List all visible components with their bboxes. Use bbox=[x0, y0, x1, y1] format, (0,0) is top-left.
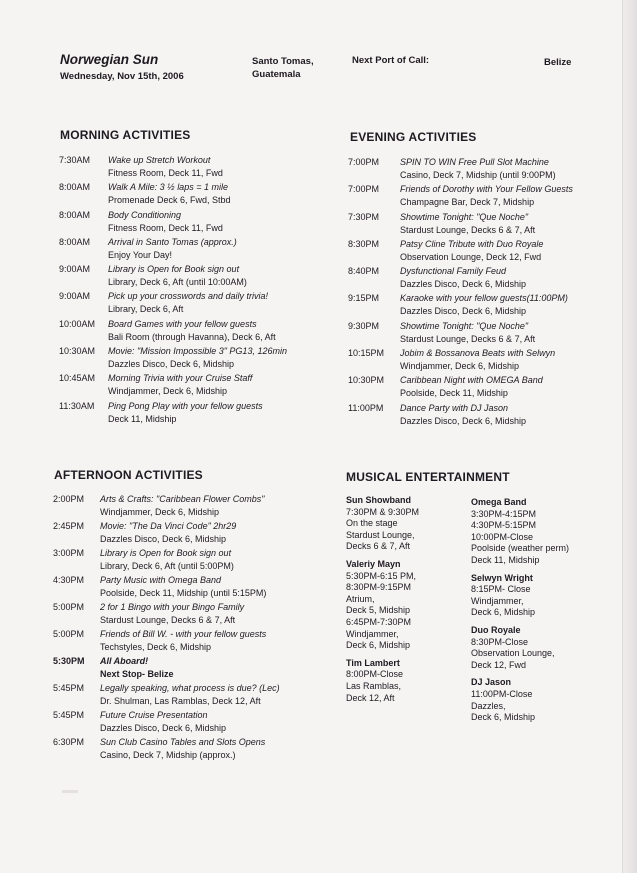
band-detail: Deck 11, Midship bbox=[471, 554, 540, 565]
band-name: Duo Royale bbox=[471, 624, 521, 635]
list-item bbox=[53, 710, 343, 737]
music-heading: MUSICAL ENTERTAINMENT bbox=[346, 470, 510, 484]
port-line-1: Santo Tomas, bbox=[252, 56, 314, 67]
activity-location: Dazzles Disco, Deck 6, Midship bbox=[108, 359, 235, 370]
activity-time: 5:00PM bbox=[53, 602, 85, 612]
afternoon-heading: AFTERNOON ACTIVITIES bbox=[54, 468, 203, 482]
list-item bbox=[53, 494, 343, 521]
list-item bbox=[59, 155, 349, 182]
activity-title: Sun Club Casino Tables and Slots Opens bbox=[100, 737, 266, 747]
activity-location: Observation Lounge, Deck 12, Fwd bbox=[400, 251, 542, 262]
band-detail: 11:00PM-Close bbox=[471, 688, 533, 699]
list-item bbox=[59, 264, 349, 291]
band-detail: Dazzles, bbox=[471, 700, 506, 711]
list-item bbox=[59, 291, 349, 318]
band-detail: 8:30PM-9:15PM bbox=[346, 582, 412, 593]
activity-time: 5:30PM bbox=[53, 656, 85, 666]
list-item bbox=[348, 184, 618, 211]
afternoon-list bbox=[53, 494, 343, 764]
list-item bbox=[348, 212, 618, 239]
band-detail: 10:00PM-Close bbox=[471, 531, 534, 542]
morning-heading: MORNING ACTIVITIES bbox=[60, 128, 191, 142]
band-detail: 8:15PM- Close bbox=[471, 584, 531, 595]
activity-time: 10:00AM bbox=[59, 318, 96, 329]
activity-location: Dr. Shulman, Las Ramblas, Deck 12, Aft bbox=[100, 696, 261, 706]
activity-title: Library is Open for Book sign out bbox=[100, 548, 232, 558]
activity-time: 10:45AM bbox=[59, 373, 96, 384]
band-name: Valeriy Mayn bbox=[346, 558, 401, 569]
band-detail: Atrium, bbox=[346, 593, 375, 604]
band-name: Tim Lambert bbox=[346, 657, 400, 668]
activity-location: Enjoy Your Day! bbox=[108, 249, 173, 260]
activity-title: Ping Pong Play with your fellow guests bbox=[108, 400, 263, 411]
band-selwyn-wright bbox=[471, 573, 569, 619]
activity-time: 2:45PM bbox=[53, 521, 85, 531]
activity-location: Library, Deck 6, Aft (until 10:00AM) bbox=[108, 277, 247, 288]
activity-location: Fitness Room, Deck 11, Fwd bbox=[108, 222, 223, 233]
list-item bbox=[348, 321, 618, 348]
list-item bbox=[53, 548, 343, 575]
band-dj-jason bbox=[471, 677, 569, 723]
activity-time: 3:00PM bbox=[53, 548, 85, 558]
activity-location: Bali Room (through Havanna), Deck 6, Aft bbox=[108, 331, 276, 342]
activity-title: SPIN TO WIN Free Pull Slot Machine bbox=[400, 157, 549, 167]
activity-time: 8:00AM bbox=[59, 182, 91, 193]
band-detail: 5:30PM-6:15 PM, bbox=[346, 570, 417, 581]
activity-location: Deck 11, Midship bbox=[108, 413, 177, 424]
band-detail: On the stage bbox=[346, 518, 398, 529]
morning-list bbox=[59, 155, 349, 428]
music-column-left bbox=[346, 495, 419, 710]
list-item bbox=[348, 375, 618, 402]
band-valeriy-mayn bbox=[346, 559, 419, 652]
activity-title: Friends of Bill W. - with your fellow guests bbox=[100, 629, 267, 639]
activity-time: 8:00AM bbox=[59, 236, 91, 247]
activity-title: Pick up your crosswords and daily trivia! bbox=[108, 291, 269, 302]
activity-time: 8:00AM bbox=[59, 209, 91, 220]
list-item bbox=[59, 319, 349, 346]
band-detail: Deck 6, Midship bbox=[346, 640, 411, 651]
activity-location: Windjammer, Deck 6, Midship bbox=[100, 507, 220, 517]
activity-title: Walk A Mile: 3 ½ laps = 1 mile bbox=[108, 182, 228, 193]
list-item bbox=[348, 266, 618, 293]
activity-title: Party Music with Omega Band bbox=[100, 575, 222, 585]
activity-location: Library, Deck 6, Aft bbox=[108, 304, 184, 315]
activity-location: Poolside, Deck 11, Midship bbox=[400, 388, 508, 399]
list-item bbox=[59, 182, 349, 209]
activity-time: 10:30PM bbox=[348, 375, 385, 386]
next-port-label: Next Port of Call: bbox=[352, 55, 430, 66]
activity-time: 8:30PM bbox=[348, 238, 380, 249]
activity-location: Stardust Lounge, Decks 6 & 7, Aft bbox=[100, 615, 236, 625]
activity-time: 5:45PM bbox=[53, 710, 85, 720]
activity-time: 2:00PM bbox=[53, 494, 85, 504]
activity-location: Fitness Room, Deck 11, Fwd bbox=[108, 168, 223, 178]
activity-location: Dazzles Disco, Deck 6, Midship bbox=[400, 279, 527, 290]
evening-heading: EVENING ACTIVITIES bbox=[350, 130, 477, 144]
activity-location: Windjammer, Deck 6, Midship bbox=[400, 361, 520, 372]
band-detail: 7:30PM & 9:30PM bbox=[346, 506, 420, 517]
band-detail: Windjammer, bbox=[346, 628, 399, 639]
activity-time: 9:00AM bbox=[59, 291, 91, 302]
activity-time: 9:00AM bbox=[59, 264, 91, 275]
activity-location: Casino, Deck 7, Midship (until 9:00PM) bbox=[400, 170, 556, 180]
activity-title: 2 for 1 Bingo with your Bingo Family bbox=[100, 602, 245, 612]
ship-name: Norwegian Sun bbox=[60, 52, 159, 67]
paper-smudge bbox=[62, 790, 78, 793]
activity-title: Movie: "Mission Impossible 3" PG13, 126min bbox=[108, 346, 287, 357]
band-omega-band bbox=[471, 497, 569, 567]
activity-title: Friends of Dorothy with Your Fellow Guests bbox=[400, 184, 573, 195]
music-column-right bbox=[471, 497, 569, 730]
activity-time: 5:45PM bbox=[53, 683, 85, 693]
page-edge bbox=[622, 0, 637, 873]
activity-time: 6:30PM bbox=[53, 737, 85, 747]
list-item bbox=[53, 683, 343, 710]
list-item bbox=[348, 239, 618, 266]
band-name: Selwyn Wright bbox=[471, 572, 533, 583]
activity-title: Patsy Cline Tribute with Duo Royale bbox=[400, 238, 544, 249]
activity-time: 11:00PM bbox=[348, 402, 384, 413]
band-duo-royale bbox=[471, 625, 569, 671]
activity-title: All Aboard! bbox=[100, 656, 149, 666]
band-detail: Windjammer, bbox=[471, 595, 524, 606]
activity-time: 10:30AM bbox=[59, 346, 96, 357]
list-item bbox=[59, 401, 349, 428]
band-detail: 6:45PM-7:30PM bbox=[346, 616, 412, 627]
list-item bbox=[53, 521, 343, 548]
activity-time: 11:30AM bbox=[59, 400, 95, 411]
activity-time: 9:15PM bbox=[348, 293, 380, 304]
activity-time: 9:30PM bbox=[348, 320, 380, 331]
band-detail: 4:30PM-5:15PM bbox=[471, 520, 537, 531]
activity-title: Legally speaking, what process is due? (Lec) bbox=[100, 683, 280, 693]
list-item bbox=[348, 348, 618, 375]
activity-location: Library, Deck 6, Aft (until 5:00PM) bbox=[100, 561, 234, 571]
activity-location: Poolside, Deck 11, Midship (until 5:15PM) bbox=[100, 588, 267, 598]
list-item bbox=[53, 629, 343, 656]
activity-location: Dazzles Disco, Deck 6, Midship bbox=[400, 306, 527, 317]
activity-time: 7:30PM bbox=[348, 211, 380, 222]
activity-time: 7:00PM bbox=[348, 184, 380, 195]
activity-title: Library is Open for Book sign out bbox=[108, 264, 240, 275]
activity-location: Stardust Lounge, Decks 6 & 7, Aft bbox=[400, 333, 536, 344]
band-detail: Poolside (weather perm) bbox=[471, 543, 570, 554]
port-line-2: Guatemala bbox=[252, 69, 301, 80]
list-item bbox=[53, 737, 343, 764]
band-detail: Decks 6 & 7, Aft bbox=[346, 541, 411, 552]
band-detail: Deck 6, Midship bbox=[471, 607, 536, 618]
list-item bbox=[348, 403, 618, 430]
activity-title: Arts & Crafts: "Caribbean Flower Combs" bbox=[100, 494, 265, 504]
activity-title: Body Conditioning bbox=[108, 209, 182, 220]
band-detail: 3:30PM-4:15PM bbox=[471, 508, 537, 519]
band-detail: Deck 6, Midship bbox=[471, 712, 536, 723]
activity-time: 4:30PM bbox=[53, 575, 85, 585]
activity-location: Dazzles Disco, Deck 6, Midship bbox=[400, 415, 527, 426]
list-item bbox=[59, 373, 349, 400]
activity-location: Techstyles, Deck 6, Midship bbox=[100, 642, 212, 652]
activity-title: Movie: "The Da Vinci Code" 2hr29 bbox=[100, 521, 237, 531]
band-detail: Deck 5, Midship bbox=[346, 605, 411, 616]
activity-title: Morning Trivia with your Cruise Staff bbox=[108, 373, 253, 384]
band-name: Sun Showband bbox=[346, 495, 411, 505]
activity-title: Showtime Tonight: "Que Noche" bbox=[400, 320, 529, 331]
activity-location: Stardust Lounge, Decks 6 & 7, Aft bbox=[400, 224, 536, 235]
schedule-date: Wednesday, Nov 15th, 2006 bbox=[60, 71, 184, 82]
list-item bbox=[348, 157, 618, 184]
list-item bbox=[59, 237, 349, 264]
band-sun-showband bbox=[346, 495, 419, 553]
activity-title: Future Cruise Presentation bbox=[100, 710, 208, 720]
activity-time: 8:40PM bbox=[348, 266, 380, 277]
activity-title: Wake up Stretch Workout bbox=[108, 155, 211, 165]
band-detail: Deck 12, Fwd bbox=[471, 659, 527, 670]
band-detail: 8:30PM-Close bbox=[471, 636, 529, 647]
activity-location: Promenade Deck 6, Fwd, Stbd bbox=[108, 195, 231, 206]
activity-time: 7:00PM bbox=[348, 157, 380, 167]
activity-time: 5:00PM bbox=[53, 629, 85, 639]
band-detail: 8:00PM-Close bbox=[346, 669, 404, 680]
activity-location: Casino, Deck 7, Midship (approx.) bbox=[100, 750, 236, 760]
band-name: DJ Jason bbox=[471, 677, 512, 688]
activity-title: Jobim & Bossanova Beats with Selwyn bbox=[400, 348, 556, 359]
activity-title: Showtime Tonight: "Que Noche" bbox=[400, 211, 529, 222]
band-detail: Las Ramblas, bbox=[346, 680, 402, 691]
list-item bbox=[348, 293, 618, 320]
activity-title: Board Games with your fellow guests bbox=[108, 318, 257, 329]
activity-location: Windjammer, Deck 6, Midship bbox=[108, 386, 228, 397]
activity-location: Dazzles Disco, Deck 6, Midship bbox=[100, 723, 227, 733]
band-detail: Stardust Lounge, bbox=[346, 529, 415, 540]
list-item bbox=[59, 210, 349, 237]
evening-list bbox=[348, 157, 618, 430]
band-tim-lambert bbox=[346, 658, 419, 704]
activity-location: Next Stop- Belize bbox=[100, 669, 174, 679]
band-name: Omega Band bbox=[471, 497, 527, 507]
current-port bbox=[252, 55, 314, 81]
list-item bbox=[53, 602, 343, 629]
activity-title: Karaoke with your fellow guests(11:00PM) bbox=[400, 293, 568, 304]
list-item-all-aboard bbox=[53, 656, 343, 683]
activity-title: Arrival in Santo Tomas (approx.) bbox=[108, 236, 237, 247]
activity-time: 10:15PM bbox=[348, 348, 385, 359]
activity-title: Dance Party with DJ Jason bbox=[400, 402, 509, 413]
activity-location: Champagne Bar, Deck 7, Midship bbox=[400, 197, 535, 208]
activity-title: Caribbean Night with OMEGA Band bbox=[400, 375, 543, 386]
activity-title: Dysfunctional Family Feud bbox=[400, 266, 507, 277]
band-detail: Observation Lounge, bbox=[471, 648, 555, 659]
list-item bbox=[53, 575, 343, 602]
band-detail: Deck 12, Aft bbox=[346, 692, 395, 703]
list-item bbox=[59, 346, 349, 373]
activity-location: Dazzles Disco, Deck 6, Midship bbox=[100, 534, 227, 544]
activity-time: 7:30AM bbox=[59, 155, 91, 165]
next-port-value: Belize bbox=[544, 57, 572, 68]
